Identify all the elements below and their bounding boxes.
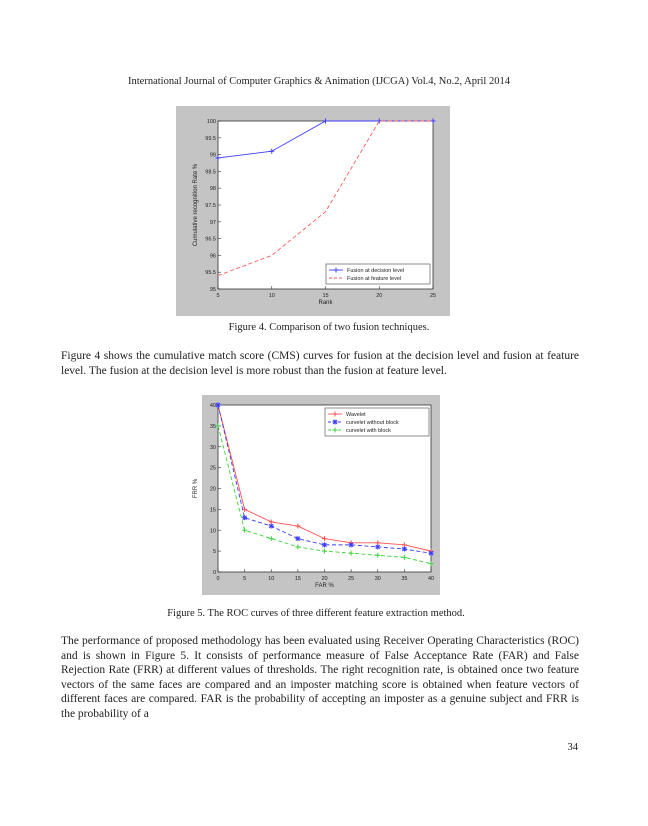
x-tick-label: 15: [322, 293, 329, 299]
x-tick-label: 0: [216, 576, 220, 582]
x-tick-label: 20: [321, 576, 328, 582]
legend-entry: Wavelet: [346, 412, 366, 418]
x-tick-label: 15: [294, 576, 301, 582]
roc-line-chart: [193, 395, 440, 595]
paragraph-1: Figure 4 shows the cumulative match score (CMS) curves for fusion at the decision level and fusion at feature level. The fusion at the decision level is more robust than the fusion at feature level.: [61, 350, 579, 377]
figure-4-chart: [176, 106, 450, 316]
y-tick-label: 10: [209, 528, 216, 535]
legend-entry: curvelet without block: [346, 420, 399, 426]
y-tick-label: 96.5: [205, 236, 216, 243]
journal-header: International Journal of Computer Graphics & Animation (IJCGA) Vol.4, No.2, April 2014: [128, 76, 510, 87]
y-tick-label: 97.5: [205, 203, 216, 209]
x-axis-label: Rank: [318, 300, 333, 306]
x-tick-label: 20: [376, 293, 383, 299]
x-tick-label: 5: [216, 293, 220, 299]
y-tick-label: 20: [209, 486, 216, 493]
y-tick-label: 97: [209, 219, 216, 226]
y-tick-label: 35: [209, 423, 216, 430]
x-tick-label: 25: [348, 576, 355, 582]
x-tick-label: 10: [268, 576, 275, 582]
y-tick-label: 25: [209, 465, 216, 472]
x-tick-label: 25: [429, 293, 437, 299]
y-tick-label: 30: [209, 444, 216, 451]
figure-5-caption: Figure 5. The ROC curves of three different feature extraction method.: [167, 608, 465, 619]
legend-entry: Fusion at feature level: [347, 276, 402, 282]
figure-5-chart: [193, 395, 440, 595]
x-axis-label: FAR %: [315, 583, 334, 589]
y-tick-label: 99.5: [205, 135, 216, 142]
y-axis-label: FRR %: [193, 478, 199, 499]
y-tick-label: 99: [209, 152, 216, 159]
x-tick-label: 10: [268, 293, 275, 299]
page-number: 34: [567, 742, 578, 753]
legend-entry: Fusion at decision level: [347, 268, 405, 274]
y-axis-label: Cumulative recognition Rate %: [193, 163, 199, 247]
y-tick-label: 5: [212, 549, 216, 556]
x-tick-label: 30: [374, 576, 381, 582]
legend-entry: curvelet with block: [346, 428, 391, 434]
figure-4-caption: Figure 4. Comparison of two fusion techniques.: [228, 322, 430, 333]
y-tick-label: 40: [209, 403, 216, 409]
y-tick-label: 98.5: [205, 169, 216, 176]
y-tick-label: 0: [212, 570, 216, 576]
y-tick-label: 95.5: [205, 270, 216, 277]
y-tick-label: 98: [209, 186, 216, 193]
y-tick-label: 15: [209, 507, 216, 514]
y-tick-label: 95: [209, 287, 216, 293]
x-tick-label: 40: [427, 576, 435, 582]
y-tick-label: 96: [209, 253, 216, 260]
paragraph-2: The performance of proposed methodology has been evaluated using Receiver Operating Characteristics (ROC) and is shown in Figure 5. It consists of performance measure of False Acceptance Rate (FAR) and False Rejection Rate (FRR) at different values of thresholds. The right recognition rate, is obtained once two feature vectors of the same faces are compared and an imposter matching score is obtained when feature vectors of different faces are compared. FAR is the probability of accepting an imposter as a genuine subject and FRR is the probability of a: [61, 635, 579, 720]
cms-line-chart: [176, 106, 450, 316]
x-tick-label: 5: [243, 576, 247, 582]
x-tick-label: 35: [401, 576, 408, 582]
y-tick-label: 100: [206, 119, 216, 125]
